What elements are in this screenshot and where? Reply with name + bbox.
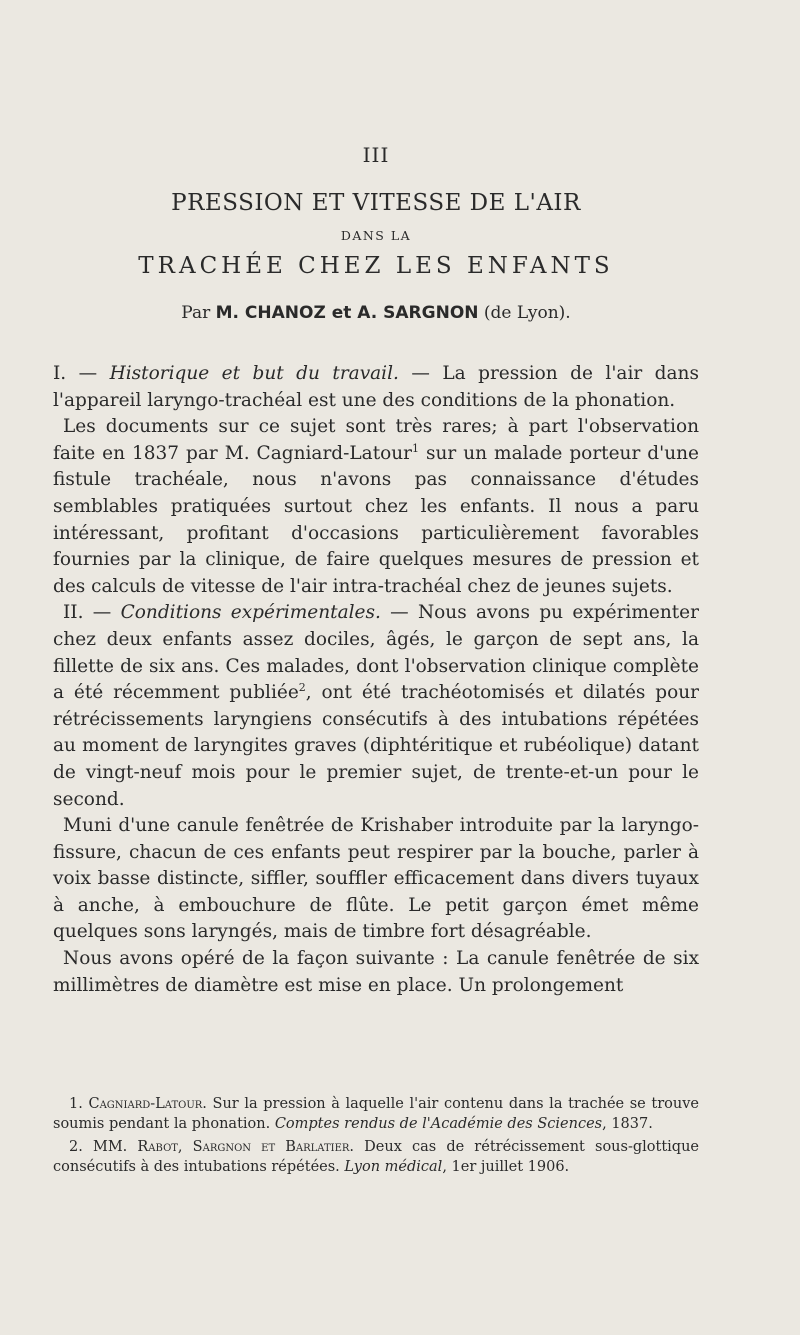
paragraph-2 [53, 414, 699, 600]
footnote-2-date: , 1er juillet 1906. [442, 1158, 570, 1175]
footnote-ref-1: 1 [412, 441, 420, 455]
footnote-1-number: 1. [69, 1096, 83, 1112]
paragraph-2-text-b: sur un malade porteur d'une fistule trachéale, nous n'avons pas connaissance d'études semblables pratiquées surtout chez les enfants. Il nous a paru intéressant, profitant d'occasions particulièrement favorables fournies par la clinique, de faire quelques mesures de pression et des calculs de vitesse de l'air intra-trachéal chez de jeunes sujets. [53, 442, 699, 597]
footnote-2-text: Deux cas de rétrécissement sous-glottique consécutifs à des intubations répétées. [53, 1139, 699, 1175]
title-line-1: PRESSION ET VITESSE DE L'AIR [171, 190, 581, 216]
chapter-number: III [362, 143, 390, 167]
footnote-2-number: 2. [69, 1139, 83, 1155]
footnote-1-author: Cagniard-Latour. [88, 1096, 207, 1112]
footnote-2 [53, 1138, 699, 1177]
byline [53, 303, 699, 323]
paragraph-3 [53, 600, 699, 813]
section-1-number: I. — [53, 363, 98, 384]
paragraph-2-text-a: Les documents sur ce sujet sont très rares; à part l'observation faite en 1837 par M. Cagniard-Latour [53, 416, 699, 464]
footnote-2-authors: MM. Rabot, Sargnon et Barlatier. [92, 1139, 355, 1155]
body-text [53, 361, 699, 999]
section-2-title: Conditions expérimentales. [120, 602, 381, 624]
paragraph-1-text: — La pression de l'air dans l'appareil laryngo-trachéal est une des conditions de la phonation. [53, 363, 699, 411]
title-line-3: TRACHÉE CHEZ LES ENFANTS [138, 253, 614, 279]
section-1-title: Historique et but du travail. [109, 363, 399, 384]
footnote-1 [53, 1095, 699, 1134]
title-line-2: DANS LA [340, 228, 412, 243]
footnote-1-journal: Comptes rendus de l'Académie des Sciences [274, 1115, 603, 1132]
footnotes [53, 1095, 699, 1177]
byline-origin: (de Lyon). [483, 303, 571, 323]
paragraph-3-text-b: , ont été trachéotomisés et dilatés pour rétrécissements laryngiens consécutifs à des intubations répétées au moment de laryngites graves (diphtéritique et rubéolique) datant de vingt-neuf mois pour le premier sujet, de trente-et-un pour le second. [53, 682, 699, 810]
byline-authors: M. CHANOZ et A. SARGNON [215, 303, 479, 323]
footnote-1-year: , 1837. [602, 1115, 653, 1132]
footnote-2-journal: Lyon médical [344, 1158, 443, 1175]
byline-by: Par [181, 303, 211, 323]
section-2-number: II. — [63, 602, 112, 624]
paragraph-5: Nous avons opéré de la façon suivante : La canule fenêtrée de six millimètres de diamètre est mise en place. Un prolongement [53, 948, 699, 996]
footnote-ref-2: 2 [298, 680, 306, 694]
paragraph-3-text-a: — Nous avons pu expérimenter chez deux enfants assez dociles, âgés, le garçon de sept ans, la fillette de six ans. Ces malades, dont l'observation clinique complète a été récemment publiée [53, 602, 699, 704]
paragraph-4: Muni d'une canule fenêtrée de Krishaber introduite par la laryngo-fissure, chacun de ces enfants peut respirer par la bouche, parler à voix basse distincte, siffler, souffler efficacement dans divers tuyaux à anche, à embouchure de flûte. Le petit garçon émet même quelques sons laryngés, mais de timbre fort désagréable. [53, 815, 699, 943]
paragraph-1 [53, 361, 699, 414]
footnote-1-text: Sur la pression à laquelle l'air contenu dans la trachée se trouve soumis pendant la phonation. [53, 1096, 699, 1132]
